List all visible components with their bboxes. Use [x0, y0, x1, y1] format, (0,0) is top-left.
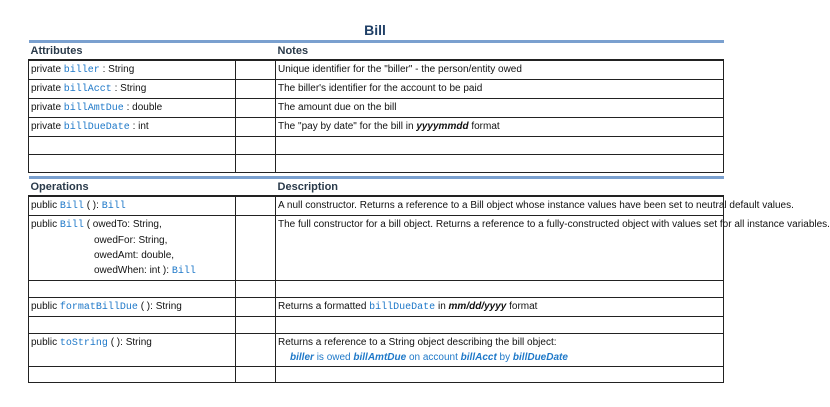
operation-name: Bill: [59, 201, 84, 212]
empty-cell: [236, 60, 276, 80]
operation-cell: public Bill ( owedTo: String, owedFor: String, owedAmt: double, owedWhen: int ): Bill: [29, 216, 236, 281]
operation-name: formatBillDue: [59, 302, 138, 313]
attribute-cell: private billAmtDue : double: [29, 99, 236, 118]
attribute-name: billAcct: [63, 84, 112, 95]
table-row: [29, 334, 724, 367]
attributes-table: [28, 40, 724, 173]
empty-cell: [236, 298, 276, 317]
attributes-header: Attributes: [29, 42, 276, 61]
attribute-name: billDueDate: [63, 122, 130, 133]
empty-cell: [236, 196, 276, 216]
description-header: Description: [276, 178, 724, 197]
empty-cell: [236, 334, 276, 367]
operation-cell: public toString ( ): String: [29, 334, 236, 367]
note-cell: Unique identifier for the "biller" - the person/entity owed: [276, 60, 724, 80]
attribute-cell: private billAcct : String: [29, 80, 236, 99]
table-row: [29, 60, 724, 80]
operation-cell: public formatBillDue ( ): String: [29, 298, 236, 317]
table-row: [29, 367, 724, 383]
operations-header: Operations: [29, 178, 276, 197]
description-cell: Returns a reference to a String object describing the bill object: biller is owed billAmtDue on account billAcct by billDueDate: [276, 334, 724, 367]
description-cell: The full constructor for a bill object. Returns a reference to a fully-constructed object with values set for all instance variables.: [276, 216, 724, 281]
attribute-cell: private billDueDate : int: [29, 118, 236, 137]
note-cell: The biller's identifier for the account to be paid: [276, 80, 724, 99]
table-row: [29, 80, 724, 99]
class-title: Bill: [364, 22, 386, 38]
table-row: [29, 298, 724, 317]
table-row: [29, 281, 724, 298]
description-cell: A null constructor. Returns a reference to a Bill object whose instance values have been set to neutral default values.: [276, 196, 724, 216]
table-row: [29, 216, 724, 281]
table-row: [29, 317, 724, 334]
table-row: [29, 99, 724, 118]
description-cell: Returns a formatted billDueDate in mm/dd/yyyy format: [276, 298, 724, 317]
attribute-cell: private biller : String: [29, 60, 236, 80]
table-row: [29, 118, 724, 137]
empty-cell: [236, 80, 276, 99]
table-row: [29, 196, 724, 216]
operations-table: [28, 176, 830, 383]
note-cell: The "pay by date" for the bill in yyyymmdd format: [276, 118, 724, 137]
empty-cell: [236, 216, 276, 281]
attribute-name: billAmtDue: [63, 103, 124, 114]
attribute-name: biller: [63, 65, 100, 76]
empty-cell: [236, 118, 276, 137]
table-row: [29, 155, 724, 173]
operation-cell: public Bill ( ): Bill: [29, 196, 236, 216]
note-cell: The amount due on the bill: [276, 99, 724, 118]
operation-name: Bill: [59, 220, 84, 231]
table-row: [29, 137, 724, 155]
notes-header: Notes: [276, 42, 724, 61]
empty-cell: [236, 99, 276, 118]
operation-name: toString: [59, 338, 108, 349]
